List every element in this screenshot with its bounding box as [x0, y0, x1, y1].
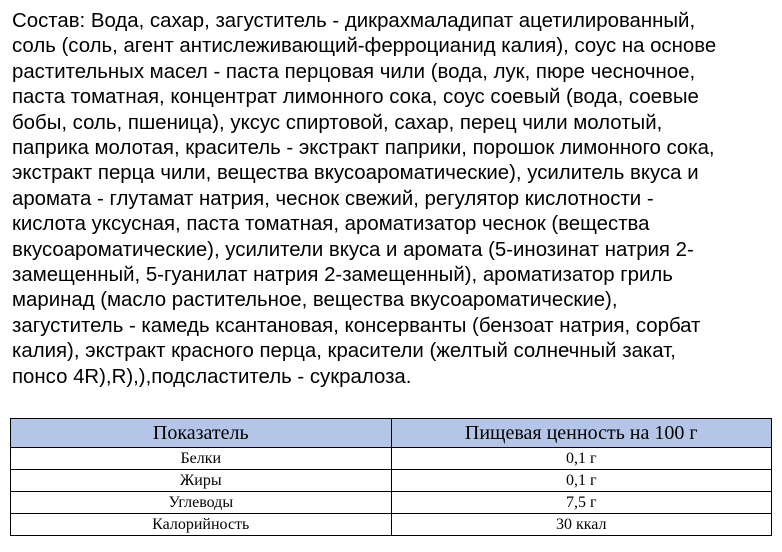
row-label: Белки	[11, 448, 392, 470]
composition-line: понсо 4R),R),),подсластитель - сукралоза.	[12, 365, 412, 388]
row-value: 7,5 г	[391, 492, 771, 514]
composition-line: растительных масел - паста перцовая чили (вода, лук, пюре чесночное,	[12, 60, 696, 83]
composition-line: Состав: Вода, сахар, загуститель - дикрахмаладипат ацетилированный,	[12, 10, 696, 32]
row-value: 30 ккал	[391, 514, 771, 536]
composition-line: паприка молотая, краситель - экстракт паприки, порошок лимонного сока,	[12, 137, 715, 160]
header-nutritional-value: Пищевая ценность на 100 г	[391, 419, 771, 448]
row-label: Калорийность	[11, 514, 392, 536]
nutrition-table	[10, 418, 772, 536]
composition-line: замещенный, 5-гуанилат натрия 2-замещенный), ароматизатор гриль	[12, 264, 673, 287]
composition-line: экстракт перца чили, вещества вкусоароматические), усилитель вкуса и	[12, 162, 699, 185]
composition-line: соль (соль, агент антислеживающий-ферроцианид калия), соус на основе	[12, 35, 717, 58]
composition-line: калия), экстракт красного перца, красители (желтый солнечный закат,	[12, 340, 676, 363]
table-row	[11, 492, 772, 514]
composition-line: кислота уксусная, паста томатная, ароматизатор чеснок (вещества	[12, 213, 650, 236]
row-label: Жиры	[11, 470, 392, 492]
header-indicator: Показатель	[11, 419, 392, 448]
table-header-row	[11, 419, 772, 448]
composition-line: аромата - глутамат натрия, чеснок свежий, регулятор кислотности -	[12, 187, 654, 210]
table-row	[11, 470, 772, 492]
row-value: 0,1 г	[391, 470, 771, 492]
table-row	[11, 448, 772, 470]
row-value: 0,1 г	[391, 448, 771, 470]
composition-line: бобы, соль, пшеница), уксус спиртовой, сахар, перец чили молотый,	[12, 111, 663, 134]
table-row	[11, 514, 772, 536]
row-label: Углеводы	[11, 492, 392, 514]
composition-line: паста томатная, концентрат лимонного сока, соус соевый (вода, соевые	[12, 86, 699, 109]
composition-line: загуститель - камедь ксантановая, консерванты (бензоат натрия, сорбат	[12, 314, 701, 337]
composition-text	[12, 9, 776, 390]
composition-line: маринад (масло растительное, вещества вкусоароматические),	[12, 289, 618, 312]
composition-line: вкусоароматические), усилители вкуса и аромата (5-инозинат натрия 2-	[12, 238, 694, 261]
